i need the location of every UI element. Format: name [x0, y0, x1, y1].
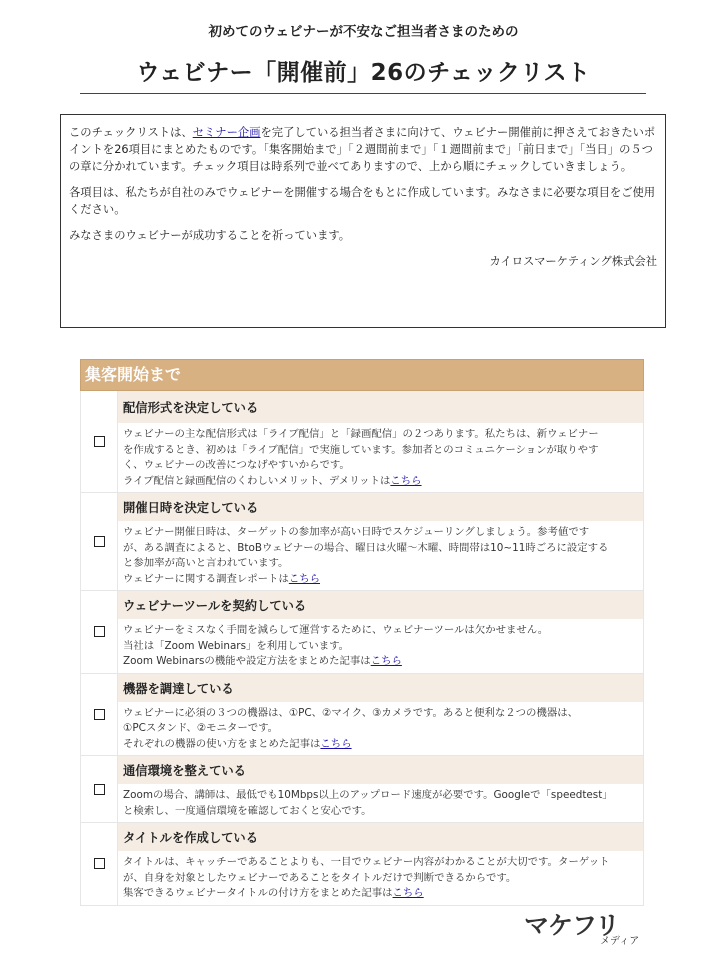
checklist-item [80, 391, 644, 493]
checklist-item-body [118, 674, 643, 756]
description-line: ①PCスタンド、②モニターです。 [123, 722, 279, 734]
reference-link[interactable]: こちら [370, 655, 402, 667]
description-link-line [123, 474, 638, 490]
checklist-item-title: タイトルを作成している [118, 823, 643, 851]
checklist-item [80, 674, 644, 757]
intro-paragraph-2: 各項目は、私たちが自社のみでウェビナーを開催する場合をもとに作成しています。みなさまに必要な項目をご使用ください。 [69, 186, 656, 216]
checklist-item-body [118, 823, 643, 905]
description-link-line [123, 886, 638, 902]
description-line: が、自身を対象としたウェビナーであることをタイトルだけで判断できるからです。 [123, 871, 517, 884]
checkbox-cell [81, 674, 118, 756]
description-link-line [123, 737, 638, 753]
checkbox-cell [81, 493, 118, 590]
checkbox[interactable] [94, 784, 105, 795]
intro-text: このチェックリストは、 [69, 126, 193, 139]
description-line: と参加率が高いと言われています。 [123, 557, 289, 569]
checklist-item-body [118, 756, 643, 822]
checklist-item-description [118, 423, 643, 492]
description-link-line [123, 654, 638, 670]
checkbox[interactable] [94, 536, 105, 547]
description-line: ウェビナーに必須の３つの機器は、①PC、②マイク、③カメラです。あると便利な２つの機器は、 [123, 706, 579, 719]
makefuri-logo [524, 910, 654, 950]
link-prefix: ウェビナーに関する調査レポートは [123, 572, 289, 585]
description-line: 当社は「Zoom Webinars」を利用しています。 [123, 639, 350, 652]
intro-paragraph-3: みなさまのウェビナーが成功することを祈っています。 [69, 229, 351, 242]
checklist-item [80, 756, 644, 823]
link-prefix: Zoom Webinarsの機能や設定方法をまとめた記事は [123, 655, 371, 667]
seminar-planning-link[interactable]: セミナー企画 [192, 126, 261, 139]
checklist-item-body [118, 493, 643, 590]
checklist-item [80, 823, 644, 906]
intro-box [60, 114, 666, 328]
checklist-item-body [118, 591, 643, 673]
description-line: く、ウェビナーの改善につなげやすいからです。 [123, 459, 350, 471]
checklist-item-body [118, 391, 643, 492]
description-line: タイトルは、キャッチーであることよりも、一目でウェビナー内容がわかることが大切です。ターゲット [123, 856, 610, 868]
checklist-item-title: 配信形式を決定している [118, 391, 643, 423]
checklist-item-title: 通信環境を整えている [118, 756, 643, 784]
checklist-item-description [118, 521, 643, 590]
checkbox[interactable] [94, 858, 105, 869]
description-line: ウェビナーの主な配信形式は「ライブ配信」と「録画配信」の２つあります。私たちは、新ウェビナー [123, 428, 599, 440]
description-line: ウェビナーをミスなく手間を減らして運営するために、ウェビナーツールは欠かせません。 [123, 624, 549, 636]
checkbox-cell [81, 591, 118, 673]
checklist-item-title: 機器を調達している [118, 674, 643, 702]
intro-paragraph-1 [69, 124, 657, 175]
checklist-item-description [118, 784, 643, 822]
checklist-item-description [118, 851, 643, 905]
checkbox-cell [81, 391, 118, 492]
logo-mark [524, 910, 654, 950]
checkbox[interactable] [94, 626, 105, 637]
logo-text: マケフリ [524, 911, 620, 940]
checkbox-cell [81, 756, 118, 822]
intro-text: を完了している担当者さまに向けて、ウェビナー開催前に押さえておきたいポイントを26項目にまとめたものです。「集客開始まで」「２週間前まで」「１週間前まで」「前日まで」「当日」の５つの章に分かれています。チェック項目は時系列で並べてありますので、上から順にチェックしていきましょう。 [69, 126, 656, 173]
company-name: カイロスマーケティング株式会社 [489, 255, 657, 268]
page-subtitle: 初めてのウェビナーが不安なご担当者さまのための [208, 24, 519, 40]
section-header: 集客開始まで [80, 359, 644, 391]
reference-link[interactable]: こちら [288, 572, 321, 585]
checklist-item-title: 開催日時を決定している [118, 493, 643, 521]
description-line: ウェビナー開催日時は、ターゲットの参加率が高い日時でスケジューリングしましょう。参考値です [123, 526, 590, 538]
description-link-line [123, 572, 638, 588]
reference-link[interactable]: こちら [320, 737, 352, 750]
checklist-item-description [118, 619, 643, 673]
title-divider [80, 93, 646, 94]
checklist-item-title: ウェビナーツールを契約している [118, 591, 643, 619]
page-title: ウェビナー「開催前」26のチェックリスト [136, 60, 591, 86]
description-line: Zoomの場合、講師は、最低でも10Mbps以上のアップロード速度が必要です。Googleで「speedtest」 [123, 789, 613, 801]
reference-link[interactable]: こちら [390, 474, 422, 487]
description-line: が、ある調査によると、BtoBウェビナーの場合、曜日は火曜〜木曜、時間帯は10~11時ごろに設定する [123, 541, 609, 554]
checklist-table [80, 359, 644, 906]
checklist-item [80, 493, 644, 591]
checklist-item-description [118, 702, 643, 756]
checkbox[interactable] [94, 436, 105, 447]
description-line: と検索し、一度通信環境を確認しておくと安心です。 [123, 804, 372, 817]
reference-link[interactable]: こちら [392, 887, 424, 899]
link-prefix: ライブ配信と録画配信のくわしいメリット、デメリットは [123, 474, 391, 487]
link-prefix: それぞれの機器の使い方をまとめた記事は [123, 737, 321, 750]
checkbox-cell [81, 823, 118, 905]
link-prefix: 集客できるウェビナータイトルの付け方をまとめた記事は [123, 887, 393, 899]
checkbox[interactable] [94, 709, 105, 720]
checklist-item [80, 591, 644, 674]
logo-subtext: メディア [600, 936, 640, 947]
description-line: を作成するとき、初めは「ライブ配信」で実施しています。参加者とのコミュニケーションが取りやす [123, 443, 599, 456]
